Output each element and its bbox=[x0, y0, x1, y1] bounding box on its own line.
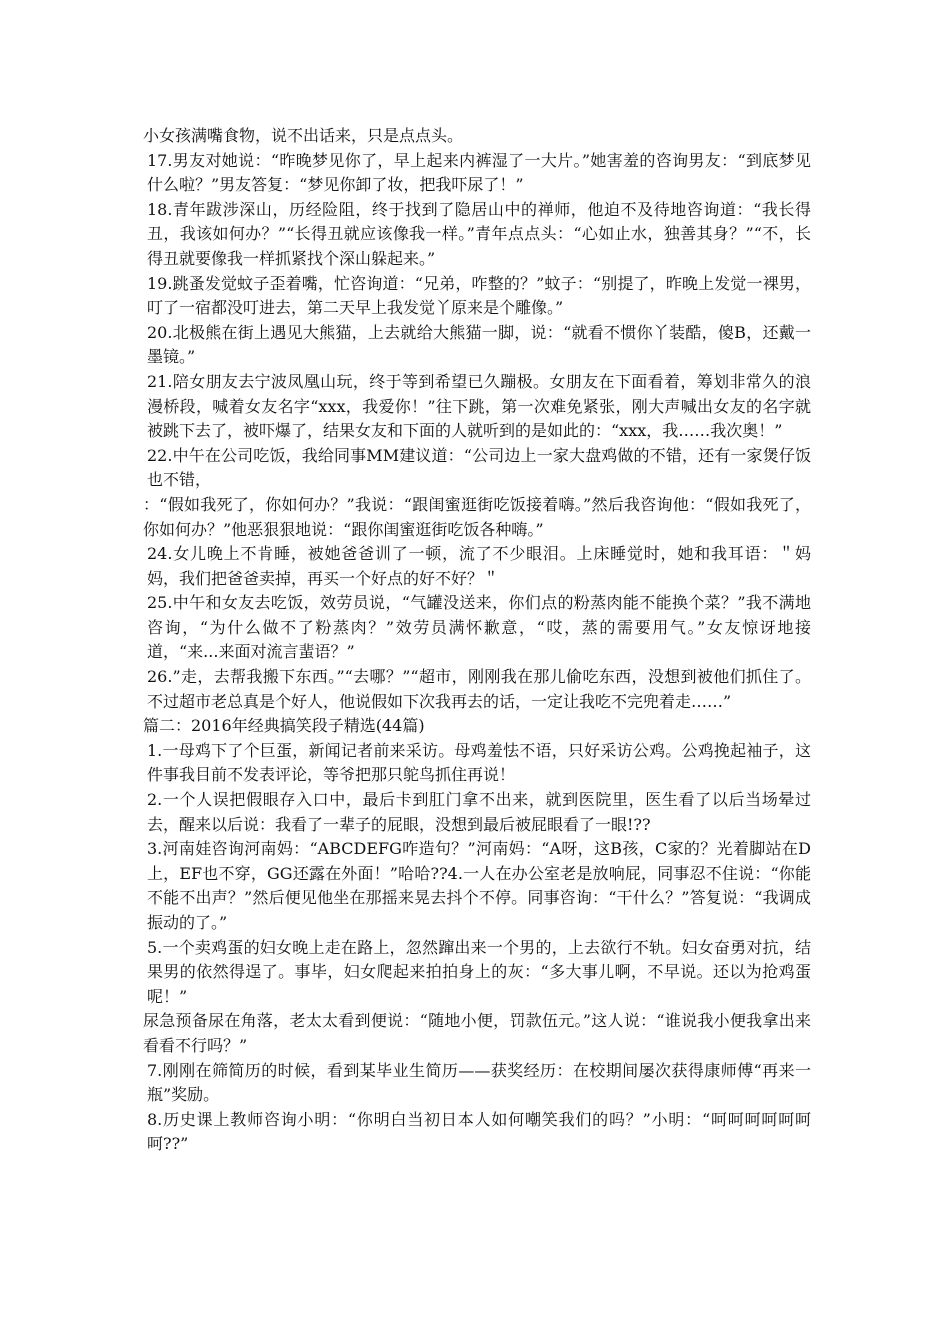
section2-joke-1: 1.一母鸡下了个巨蛋，新闻记者前来采访。母鸡羞怯不语，只好采访公鸡。公鸡挽起袖子，这件事我目前不发表评论，等爷把那只鸵鸟抓住再说！ bbox=[147, 740, 811, 785]
section2-joke-5: 5.一个卖鸡蛋的妇女晚上走在路上，忽然蹿出来一个男的，上去欲行不轨。妇女奋勇对抗，结果男的依然得逞了。事毕，妇女爬起来拍拍身上的灰：“多大事儿啊，不早说。还以为抢鸡蛋呢！” bbox=[147, 937, 811, 1006]
joke-20: 20.北极熊在街上遇见大熊猫，上去就给大熊猫一脚，说：“就看不惯你丫装酷，傻B，还戴一墨镜。” bbox=[147, 322, 811, 367]
joke-21: 21.陪女朋友去宁波凤凰山玩，终于等到希望已久蹦极。女朋友在下面看着，筹划非常久的浪漫桥段，喊着女友名字“xxx，我爱你！”往下跳，第一次难免紧张，刚大声喊出女友的名字就被跳下去了，被吓爆了，结果女友和下面的人就听到的是如此的：“xxx，我……我次奥！” bbox=[147, 371, 811, 441]
section2-joke-7: 7.刚刚在筛简历的时候，看到某毕业生简历——获奖经历：在校期间屡次获得康师傅“再来一瓶”奖励。 bbox=[147, 1060, 811, 1105]
joke-17: 17.男友对她说：“昨晚梦见你了，早上起来内裤湿了一大片。”她害羞的咨询男友：“到底梦见什么啦？”男友答复：“梦见你卸了妆，把我吓尿了！” bbox=[147, 150, 811, 195]
joke-19: 19.跳蚤发觉蚊子歪着嘴，忙咨询道：“兄弟，咋整的？”蚊子：“别提了，昨晚上发觉一裸男，叮了一宿都没叮进去，第二天早上我发觉丫原来是个雕像。” bbox=[147, 273, 811, 318]
section2-joke-2: 2.一个人误把假眼存入口中，最后卡到肛门拿不出来，就到医院里，医生看了以后当场晕过去，醒来以后说：我看了一辈子的屁眼，没想到最后被屁眼看了一眼!?? bbox=[147, 790, 811, 834]
section-heading: 篇二：2016年经典搞笑段子精选(44篇) bbox=[143, 716, 425, 736]
paragraph-intro: 小女孩满嘴食物，说不出话来，只是点点头。 bbox=[143, 126, 464, 145]
section2-joke-8: 8.历史课上教师咨询小明：“你明白当初日本人如何嘲笑我们的吗？”小明：“呵呵呵呵呵呵呵??” bbox=[147, 1109, 811, 1154]
joke-18: 18.青年跋涉深山，历经险阻，终于找到了隐居山中的禅师，他迫不及待地咨询道：“我长得丑，我该如何办？”“长得丑就应该像我一样。”青年点点头：“心如止水，独善其身？”“不，长得丑就要像我一样抓紧找个深山躲起来。” bbox=[147, 199, 811, 268]
joke-26: 26.”走，去帮我搬下东西。”“去哪？”“超市，刚刚我在那儿偷吃东西，没想到被他们抓住了。不过超市老总真是个好人，他说假如下次我再去的话，一定让我吃不完兜着走……” bbox=[147, 667, 811, 711]
document-page bbox=[143, 124, 811, 1157]
joke-24: 24.女儿晚上不肯睡，被她爸爸训了一顿，流了不少眼泪。上床睡觉时，她和我耳语：＂妈妈，我们把爸爸卖掉，再买一个好点的好不好？＂ bbox=[147, 544, 811, 588]
joke-23-fragment: ：“假如我死了，你如何办？”我说：“跟闺蜜逛街吃饭接着嗨。”然后我咨询他：“假如我死了，你如何办？”他恶狠狠地说：“跟你闺蜜逛街吃饭各种嗨。” bbox=[143, 494, 811, 539]
section2-joke-3: 3.河南娃咨询河南妈：“ABCDEFG咋造句？”河南妈：“A呀，这B孩，C家的？光着脚站在D上，EF也不穿，GG还露在外面！”哈哈??4.一人在办公室老是放响屁，同事忍不住说：“你能不能不出声？”然后便见他坐在那摇来晃去抖个不停。同事咨询：“干什么？”答复说：“我调成振动的了。” bbox=[147, 839, 811, 932]
section2-joke-6-fragment: 尿急预备尿在角落，老太太看到便说：“随地小便，罚款伍元。”这人说：“谁说我小便我拿出来看看不行吗？” bbox=[143, 1011, 811, 1055]
joke-22: 22.中午在公司吃饭，我给同事MM建议道：“公司边上一家大盘鸡做的不错，还有一家煲仔饭也不错， bbox=[147, 445, 811, 490]
joke-25: 25.中午和女友去吃饭，效劳员说，“气罐没送来，你们点的粉蒸肉能不能换个菜？”我不满地咨询，“为什么做不了粉蒸肉？”效劳员满怀歉意，“哎，蒸的需要用气。”女友惊讶地接道，“来...来面对流言蜚语？” bbox=[147, 593, 811, 662]
